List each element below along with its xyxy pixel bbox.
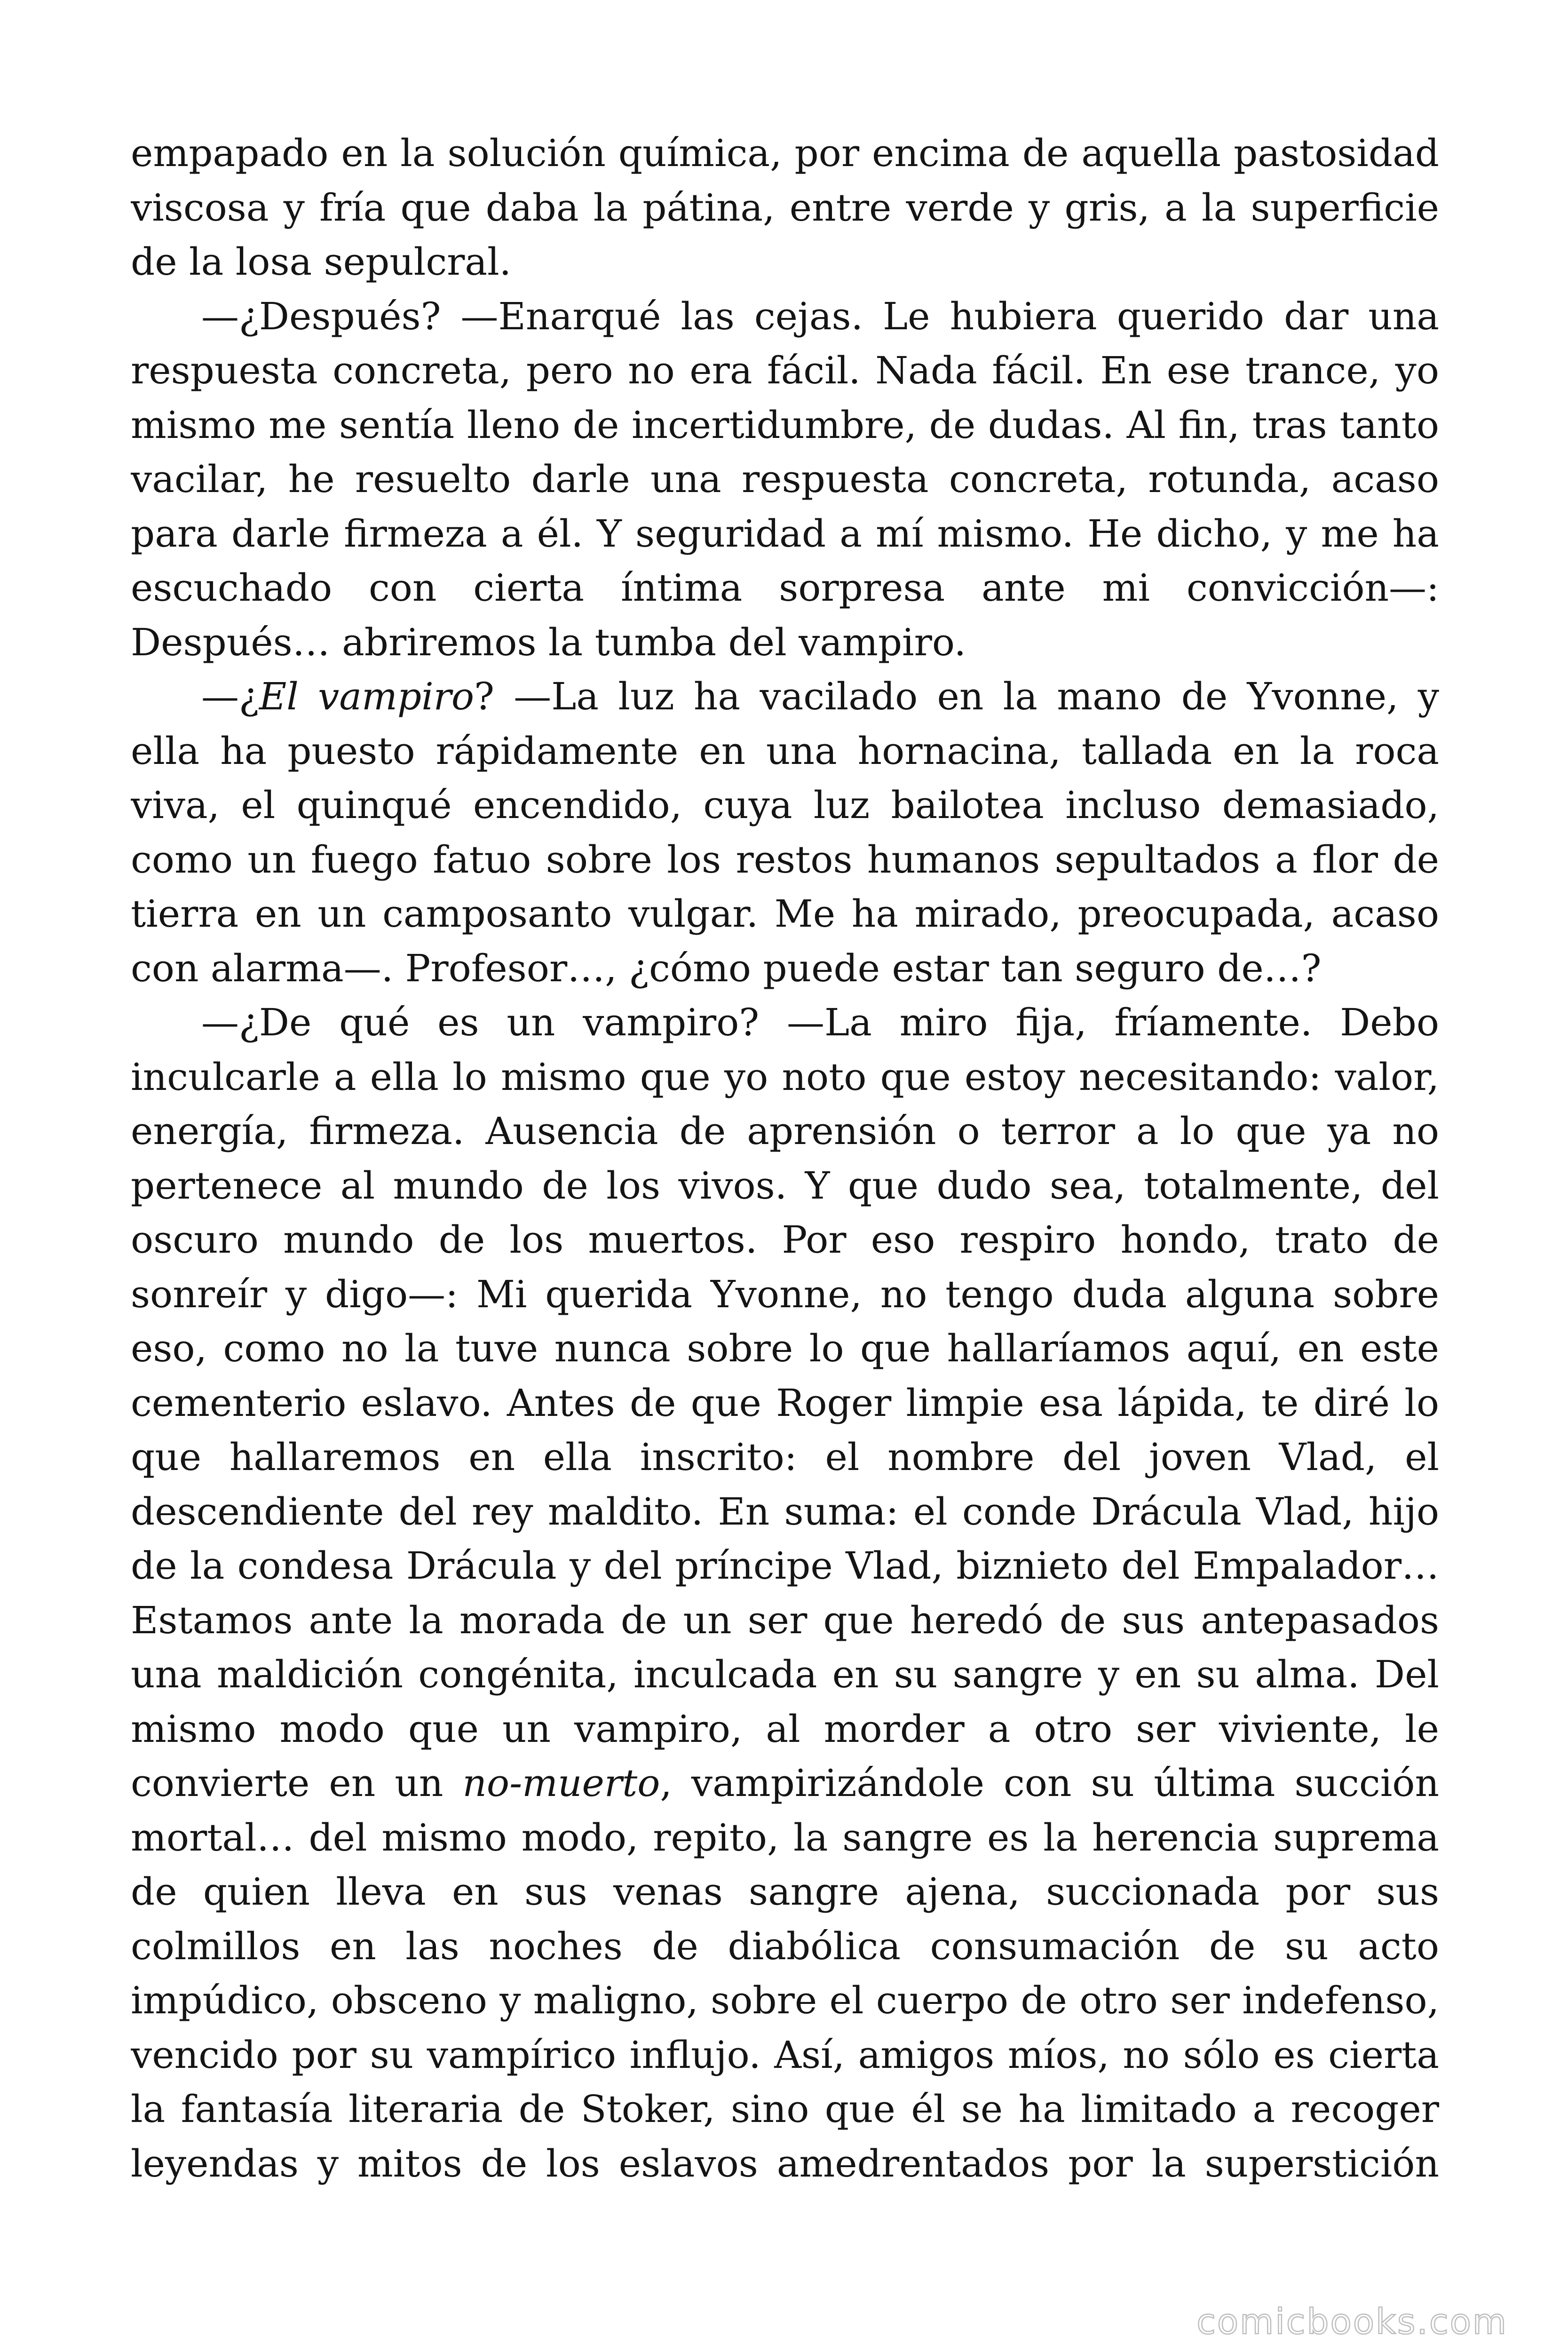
text-line: colmillos en las noches de diabólica consumación de su acto	[131, 1924, 1439, 1968]
text-line: —¿De qué es un vampiro? —La miro fija, fríamente. Debo	[201, 1001, 1439, 1044]
italic-term: El vampiro	[259, 675, 475, 718]
text-line: Estamos ante la morada de un ser que heredó de sus antepasados	[131, 1598, 1439, 1642]
text-line: para darle firmeza a él. Y seguridad a mí mismo. He dicho, y me ha	[131, 511, 1439, 556]
text-line: impúdico, obsceno y maligno, sobre el cuerpo de otro ser indefenso,	[131, 1979, 1439, 2022]
text-line: con alarma—. Profesor…, ¿cómo puede estar tan seguro de…?	[131, 946, 1322, 990]
text-line: oscuro mundo de los muertos. Por eso respiro hondo, trato de	[131, 1218, 1439, 1262]
text-line: empapado en la solución química, por encima de aquella pastosidad	[131, 131, 1439, 175]
watermark: comicbooks.com	[1196, 2302, 1508, 2342]
text-line-rest: ? —La luz ha vacilado en la mano de Yvonne, y	[474, 675, 1439, 718]
text-line: Después… abriremos la tumba del vampiro.	[131, 620, 966, 664]
text-line: viva, el quinqué encendido, cuya luz bailotea incluso demasiado,	[131, 783, 1439, 827]
text-line: inculcarle a ella lo mismo que yo noto que estoy necesitando: valor,	[131, 1055, 1439, 1099]
paragraph	[131, 669, 1439, 995]
text-line: descendiente del rey maldito. En suma: el conde Drácula Vlad, hijo	[131, 1489, 1439, 1534]
text-line: viscosa y fría que daba la pátina, entre verde y gris, a la superficie	[131, 185, 1439, 230]
text-line: como un fuego fatuo sobre los restos humanos sepultados a flor de	[131, 837, 1439, 882]
text-line: vencido por su vampírico influjo. Así, amigos míos, no sólo es cierta	[131, 2033, 1439, 2077]
text-line: tierra en un camposanto vulgar. Me ha mirado, preocupada, acaso	[131, 892, 1439, 936]
paragraph	[131, 289, 1439, 670]
text-line: la fantasía literaria de Stoker, sino que él se ha limitado a recoger	[131, 2087, 1439, 2131]
text-line: de la losa sepulcral.	[131, 240, 512, 284]
text-line: pertenece al mundo de los vivos. Y que dudo sea, totalmente, del	[131, 1163, 1439, 1208]
text-line: energía, firmeza. Ausencia de aprensión o terror a lo que ya no	[131, 1109, 1439, 1153]
text-line-start: convierte en un	[131, 1761, 463, 1805]
paragraph	[131, 995, 1439, 2191]
text-line: ella ha puesto rápidamente en una hornacina, tallada en la roca	[131, 729, 1439, 773]
text-line: eso, como no la tuve nunca sobre lo que hallaríamos aquí, en este	[131, 1327, 1439, 1370]
italic-term: no-muerto	[462, 1761, 660, 1805]
text-line: cementerio eslavo. Antes de que Roger limpie esa lápida, te diré lo	[131, 1381, 1439, 1425]
text-line: respuesta concreta, pero no era fácil. Nada fácil. En ese trance, yo	[131, 349, 1439, 392]
text-line: leyendas y mitos de los eslavos amedrentados por la superstición	[131, 2141, 1439, 2185]
text-line: de la condesa Drácula y del príncipe Vlad, biznieto del Empalador…	[131, 1544, 1439, 1588]
text-line: vacilar, he resuelto darle una respuesta concreta, rotunda, acaso	[131, 457, 1439, 501]
text-line	[131, 669, 1439, 724]
text-line: escuchado con cierta íntima sorpresa ante mi convicción—:	[131, 566, 1439, 610]
text-line-rest: , vampirizándole con su última succión	[660, 1761, 1439, 1805]
text-line: mismo modo que un vampiro, al morder a otro ser viviente, le	[131, 1707, 1439, 1751]
paragraph	[131, 126, 1439, 289]
text-line: —¿Después? —Enarqué las cejas. Le hubiera querido dar una	[201, 294, 1439, 338]
text-line: una maldición congénita, inculcada en su sangre y en su alma. Del	[131, 1653, 1439, 1696]
text-line: mortal… del mismo modo, repito, la sangre es la herencia suprema	[131, 1815, 1439, 1859]
text-line: mismo me sentía lleno de incertidumbre, de dudas. Al fin, tras tanto	[131, 403, 1439, 447]
text-line: sonreír y digo—: Mi querida Yvonne, no tengo duda alguna sobre	[131, 1272, 1439, 1316]
text-line: de quien lleva en sus venas sangre ajena, succionada por sus	[131, 1870, 1439, 1914]
body-text	[131, 126, 1439, 2191]
text-line	[131, 1756, 1439, 1811]
dialogue-dash: —¿	[201, 675, 259, 718]
text-line: que hallaremos en ella inscrito: el nombre del joven Vlad, el	[131, 1435, 1439, 1479]
